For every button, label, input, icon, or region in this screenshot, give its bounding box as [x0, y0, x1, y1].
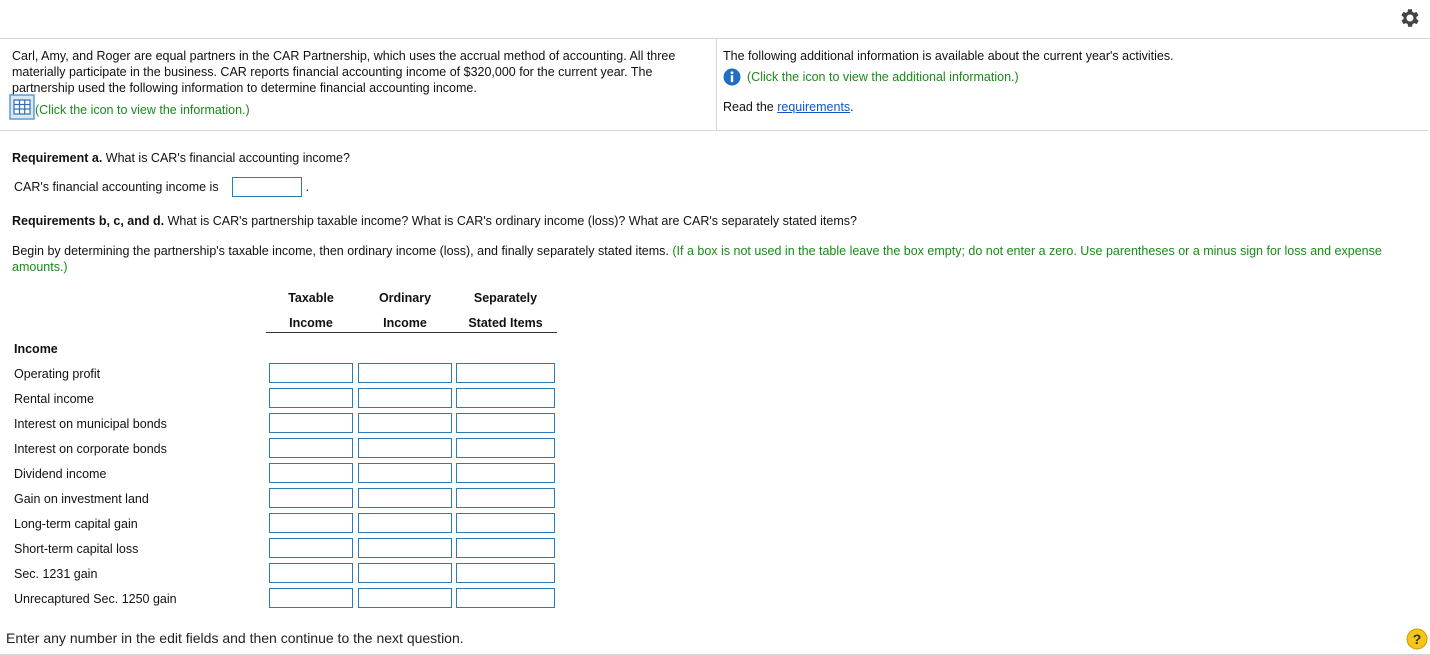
problem-left: [12, 48, 710, 120]
column-header-separately-2: Stated Items: [468, 316, 543, 330]
problem-right: [723, 48, 1413, 115]
table-row-label: Dividend income: [14, 467, 107, 481]
requirement-bcd-heading: [12, 214, 857, 228]
additional-info-text: The following additional information is available about the current year's activities.: [723, 49, 1174, 63]
info-link[interactable]: [12, 99, 710, 120]
table-row-label: Short-term capital loss: [14, 542, 139, 556]
info-icon[interactable]: [723, 68, 741, 86]
table-row-label: Interest on municipal bonds: [14, 417, 167, 431]
ordinary-income-input[interactable]: [358, 588, 452, 608]
info-link-text[interactable]: (Click the icon to view the information.): [35, 102, 250, 117]
taxable-income-input[interactable]: [269, 413, 353, 433]
separately-stated-input[interactable]: [456, 588, 555, 608]
taxable-income-input[interactable]: [269, 538, 353, 558]
svg-text:?: ?: [1412, 631, 1422, 647]
help-icon[interactable]: [1406, 628, 1428, 650]
requirement-bcd-instructions: [12, 243, 1412, 275]
separately-stated-input[interactable]: [456, 438, 555, 458]
instructions-note: (If a box is not used in the table leave the box empty; do not enter a zero. Use parentheses or a minus sign for loss and expense amounts.): [12, 244, 1382, 274]
taxable-income-input[interactable]: [269, 388, 353, 408]
table-row-label: Long-term capital gain: [14, 517, 138, 531]
separately-stated-input[interactable]: [456, 513, 555, 533]
read-requirements: [723, 99, 1413, 115]
separately-stated-input[interactable]: [456, 563, 555, 583]
separately-stated-input[interactable]: [456, 488, 555, 508]
separately-stated-input[interactable]: [456, 363, 555, 383]
requirement-a-answer-suffix: .: [305, 180, 310, 194]
additional-info-link-text[interactable]: (Click the icon to view the additional information.): [747, 70, 1019, 84]
column-header-ordinary-2: Income: [383, 316, 427, 330]
taxable-income-input[interactable]: [269, 563, 353, 583]
read-suffix: .: [850, 100, 854, 114]
requirements-link[interactable]: requirements: [777, 100, 851, 114]
gear-icon[interactable]: [1398, 6, 1422, 30]
ordinary-income-input[interactable]: [358, 538, 452, 558]
ordinary-income-input[interactable]: [358, 513, 452, 533]
table-row-label: Sec. 1231 gain: [14, 567, 98, 581]
column-header-ordinary: Ordinary: [378, 291, 432, 305]
problem-statement: [0, 39, 1428, 131]
column-header-separately: Separately: [473, 291, 538, 305]
income-section-title: Income: [14, 342, 58, 356]
requirement-bcd-question: What is CAR's partnership taxable income? What is CAR's ordinary income (loss)? What are CAR's separately stated items?: [164, 214, 857, 228]
taxable-income-input[interactable]: [269, 488, 353, 508]
footer-bar: [0, 623, 1430, 655]
table-row-label: Gain on investment land: [14, 492, 149, 506]
column-divider: [716, 39, 717, 130]
taxable-income-input[interactable]: [269, 438, 353, 458]
requirement-a-answer-row: [14, 177, 309, 197]
column-header-taxable: Taxable: [288, 291, 334, 305]
taxable-income-input[interactable]: [269, 463, 353, 483]
requirement-bcd-label: Requirements b, c, and d.: [12, 214, 165, 228]
table-icon[interactable]: [9, 94, 35, 120]
requirement-a-question: What is CAR's financial accounting income?: [102, 151, 350, 165]
ordinary-income-input[interactable]: [358, 388, 452, 408]
ordinary-income-input[interactable]: [358, 463, 452, 483]
header-rule: [266, 332, 557, 333]
table-row-label: Rental income: [14, 392, 94, 406]
table-row-label: Unrecaptured Sec. 1250 gain: [14, 592, 177, 606]
ordinary-income-input[interactable]: [358, 413, 452, 433]
requirement-a-answer-label: CAR's financial accounting income is: [14, 180, 219, 194]
additional-info-link[interactable]: [723, 68, 1413, 86]
table-row-label: Operating profit: [14, 367, 101, 381]
separately-stated-input[interactable]: [456, 413, 555, 433]
ordinary-income-input[interactable]: [358, 563, 452, 583]
separately-stated-input[interactable]: [456, 538, 555, 558]
read-prefix: Read the: [723, 100, 778, 114]
table-row-label: Interest on corporate bonds: [14, 442, 167, 456]
ordinary-income-input[interactable]: [358, 363, 452, 383]
ordinary-income-input[interactable]: [358, 488, 452, 508]
top-bar: [0, 0, 1430, 39]
requirement-a-label: Requirement a.: [12, 151, 103, 165]
taxable-income-input[interactable]: [269, 363, 353, 383]
problem-intro: Carl, Amy, and Roger are equal partners in the CAR Partnership, which uses the accrual method of accounting. All three materially participate in the business. CAR reports financial accounting income of $320,000 for the current year. The partnership used the following information to determine financial accounting income.: [12, 49, 676, 95]
separately-stated-input[interactable]: [456, 463, 555, 483]
instructions-text: Begin by determining the partnership's taxable income, then ordinary income (loss), and finally separately stated items.: [12, 244, 673, 258]
footer-instruction: Enter any number in the edit fields and then continue to the next question.: [6, 630, 464, 646]
column-header-taxable-2: Income: [289, 316, 333, 330]
separately-stated-input[interactable]: [456, 388, 555, 408]
financial-income-input[interactable]: [232, 177, 302, 197]
taxable-income-input[interactable]: [269, 513, 353, 533]
requirement-a-heading: [12, 151, 350, 165]
taxable-income-input[interactable]: [269, 588, 353, 608]
ordinary-income-input[interactable]: [358, 438, 452, 458]
